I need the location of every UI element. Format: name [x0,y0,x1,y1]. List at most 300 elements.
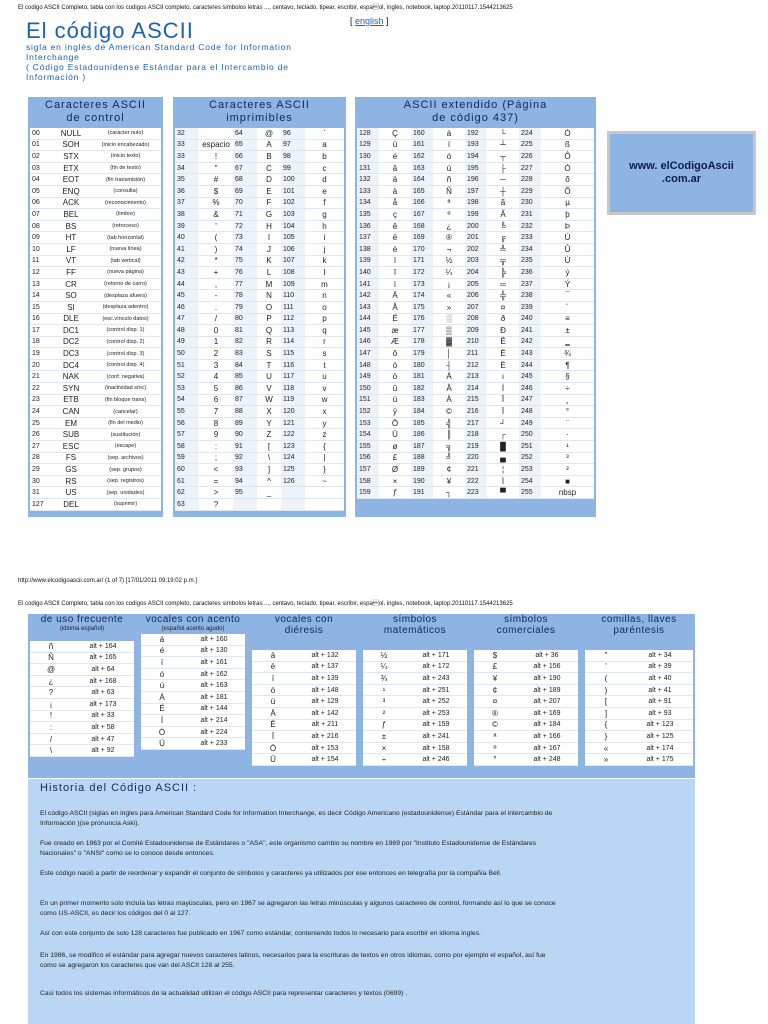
table-cell: Ï [252,731,294,743]
table-cell: ` [305,128,344,139]
table-cell: 153 [357,417,379,429]
table-cell: 24 [30,406,52,418]
table-cell: 253 [519,464,541,476]
table-cell: 176 [411,313,433,325]
table-cell: 7 [199,406,233,418]
table-cell: z [305,429,344,441]
table-cell: HT [52,232,90,244]
table-cell: 45 [175,290,199,302]
table-cell: è [379,243,411,255]
table-cell: 62 [175,487,199,499]
table-row [175,220,344,232]
history-paragraph: Este código nació a partir de reordenar y expandir el conjunto de símbolos y caracteres ya utilizados por ese entonces en telegrafía por la compañía Bell. [40,870,502,877]
table-cell: 92 [233,452,257,464]
table-cell: 27 [30,441,52,453]
table-cell: ä [379,174,411,186]
table-cell: CR [52,278,90,290]
table-cell: 99 [281,162,305,174]
table-cell: 136 [357,220,379,232]
table-row [357,209,594,221]
table-row [363,754,467,766]
table-row [357,128,594,139]
table-cell: ┬ [487,151,519,163]
table-row [252,742,356,754]
table-cell: m [305,278,344,290]
table-row [357,487,594,499]
table-cell: 200 [465,220,487,232]
table-cell: 80 [233,313,257,325]
table-cell: / [199,313,233,325]
table-cell: 23 [30,394,52,406]
table-cell: 178 [411,336,433,348]
table-cell: 125 [281,464,305,476]
table-cell: 141 [357,278,379,290]
table-cell: Â [433,383,465,395]
table-cell: 01 [30,139,52,151]
quotes-heading: comillas, llaves paréntesis [601,614,677,636]
table-cell: ─ [487,174,519,186]
table-cell: O [257,301,281,313]
table-cell: X [257,406,281,418]
table-cell: ´ [541,301,594,313]
table-cell: ? [30,687,72,699]
table-cell: 49 [175,336,199,348]
table-cell: 76 [233,267,257,279]
table-cell: 79 [233,301,257,313]
table-cell: 250 [519,429,541,441]
table-cell: ½ [433,255,465,267]
table-cell: 61 [175,475,199,487]
table-row [357,371,594,383]
table-cell: 35 [175,174,199,186]
table-cell: 157 [357,464,379,476]
table-row [30,348,161,360]
printable-heading: Caracteres ASCII imprimibles [209,99,310,124]
table-cell: 135 [357,209,379,221]
table-cell: 150 [357,383,379,395]
table-cell: 201 [465,232,487,244]
table-cell: alt + 252 [405,696,467,708]
table-cell: 9 [199,429,233,441]
accent-col [141,614,245,750]
table-row [175,267,344,279]
table-cell: 212 [465,359,487,371]
table-row [357,243,594,255]
table-cell: (fin del medio) [90,417,161,429]
table-row [30,185,161,197]
table-cell: ║ [433,429,465,441]
table-cell: 133 [357,185,379,197]
table-cell: 177 [411,325,433,337]
table-cell: (control disp. 2) [90,336,161,348]
table-cell: 232 [519,220,541,232]
table-cell: 115 [281,348,305,360]
table-cell: n [305,290,344,302]
table-row [30,371,161,383]
table-cell: 8 [199,417,233,429]
table-cell: 229 [519,185,541,197]
table-cell: 37 [175,197,199,209]
table-cell: 220 [465,452,487,464]
table-cell: 190 [411,475,433,487]
table-cell: 90 [233,429,257,441]
history-paragraph: Así con este conjunto de solo 128 caracteres fue publicado en 1967 como estándar, conteniendo todos lo necesario para escribir en idioma ingles. [40,930,481,937]
table-cell: / [30,733,72,745]
table-cell: § [541,371,594,383]
table-cell: 56 [175,417,199,429]
table-cell: U [257,371,281,383]
table-row [363,731,467,743]
table-cell: ç [379,209,411,221]
table-cell: Ë [487,348,519,360]
table-cell: ý [541,267,594,279]
table-cell: Ë [252,719,294,731]
table-cell: 71 [233,209,257,221]
table-cell: u [305,371,344,383]
table-row [30,475,161,487]
table-cell: alt + 39 [627,661,693,673]
table-cell: alt + 174 [627,742,693,754]
table-cell: 31 [30,487,52,499]
table-cell: l [305,267,344,279]
table-cell: alt + 164 [72,641,134,652]
table-cell: Ü [379,429,411,441]
table-cell: 14 [30,290,52,302]
table-cell: 199 [465,209,487,221]
table-cell: ¸ [541,394,594,406]
table-cell: alt + 64 [72,664,134,676]
table-cell: alt + 167 [516,742,578,754]
table-cell: ú [141,680,183,692]
table-cell: 123 [281,441,305,453]
table-row [30,220,161,232]
table-row [252,731,356,743]
table-row [585,731,693,743]
table-row [357,162,594,174]
table-cell: alt + 172 [405,661,467,673]
table-cell: (control disp. 4) [90,359,161,371]
table-cell: 114 [281,336,305,348]
table-cell: ≡ [541,313,594,325]
table-cell: RS [52,475,90,487]
table-row [30,278,161,290]
table-cell: DC1 [52,325,90,337]
table-cell: 158 [357,475,379,487]
table-cell: alt + 47 [72,733,134,745]
table-row [30,267,161,279]
table-cell: DEL [52,499,90,511]
table-cell: ÷ [541,383,594,395]
table-cell: 15 [30,301,52,313]
history-paragraph: El código ASCII (siglas en ingles para American Standard Code for Information Interchange, es decir Código Americano (estadounidense) Estándar para el intercambio de Información )(se pronuncia Aski). [40,810,553,827]
table-row [175,278,344,290]
table-cell: ñ [30,641,72,652]
table-cell: 58 [175,441,199,453]
table-cell: ³ [541,452,594,464]
table-cell: 163 [411,162,433,174]
table-cell: alt + 162 [183,668,245,680]
table-cell: 221 [465,464,487,476]
table-cell: (inactividad sínc) [90,383,161,395]
table-cell: 22 [30,383,52,395]
table-cell: 104 [281,220,305,232]
table-cell: (nueva página) [90,267,161,279]
table-cell: w [305,394,344,406]
ad-banner[interactable]: www. elCodigoAscii .com.ar [607,131,756,215]
table-row [30,441,161,453]
table-cell: 51 [175,359,199,371]
table-cell: ü [252,696,294,708]
table-cell: 86 [233,383,257,395]
table-cell: ? [199,499,233,511]
table-row [585,661,693,673]
table-cell: 218 [465,429,487,441]
table-row [30,232,161,244]
table-cell: espacio [199,139,233,151]
table-cell: Ø [379,464,411,476]
table-cell: 39 [175,220,199,232]
table-cell: ª [474,731,516,743]
table-row [30,243,161,255]
table-cell: alt + 175 [627,754,693,766]
footer-url: http://www.elcodigoascii.com.ar/ (1 of 7) [17/01/2011 09:19:02 p.m.] [18,578,197,584]
table-cell: £ [379,452,411,464]
table-cell: 67 [233,162,257,174]
table-cell: ƒ [363,719,405,731]
table-row [30,359,161,371]
table-cell: STX [52,151,90,163]
table-cell: Ô [541,151,594,163]
table-cell: BEL [52,209,90,221]
table-cell: 3 [199,359,233,371]
table-cell: 66 [233,151,257,163]
table-cell: Ä [379,290,411,302]
table-cell: æ [379,325,411,337]
table-cell: alt + 181 [183,691,245,703]
table-cell: (fin bloque trans) [90,394,161,406]
table-cell: 116 [281,359,305,371]
table-row [357,394,594,406]
table-cell: alt + 160 [183,634,245,645]
table-cell: ± [363,731,405,743]
table-cell: DC3 [52,348,90,360]
table-row [585,650,693,661]
table-cell: 128 [357,128,379,139]
table-cell: ¼ [363,661,405,673]
table-cell: À [433,394,465,406]
table-row [30,641,134,652]
table-cell: 235 [519,255,541,267]
table-cell: (conf. negativa) [90,371,161,383]
table-cell: ù [379,394,411,406]
table-cell: ë [252,661,294,673]
table-cell: alt + 139 [294,673,356,685]
table-cell: 17 [30,325,52,337]
table-cell: ╬ [487,290,519,302]
table-cell: 222 [465,475,487,487]
table-cell: alt + 125 [627,731,693,743]
subtitle-es: ( Código Estadounidense Estándar para el Intercambio de Información ) [26,62,289,82]
table-cell: V [257,383,281,395]
table-cell: (cancelar) [90,406,161,418]
table-cell: Ò [541,162,594,174]
table-cell: º [433,209,465,221]
table-row [175,475,344,487]
table-cell: 173 [411,278,433,290]
table-cell: ~ [305,475,344,487]
table-cell: 197 [465,185,487,197]
table-cell: % [199,197,233,209]
table-cell: 215 [465,394,487,406]
table-cell: 0 [199,325,233,337]
table-row [357,255,594,267]
table-cell: ╝ [433,452,465,464]
table-cell: ä [252,650,294,661]
table-cell: 168 [411,220,433,232]
table-cell: $ [474,650,516,661]
table-cell: alt + 137 [294,661,356,673]
history-heading: Historia del Código ASCII : [40,782,198,794]
table-cell: « [433,290,465,302]
table-cell: " [585,650,627,661]
table-cell: (reconocimiento) [90,197,161,209]
table-cell: ï [252,673,294,685]
table-cell: 4 [199,371,233,383]
table-cell: i [305,232,344,244]
table-cell: SUB [52,429,90,441]
table-cell: BS [52,220,90,232]
table-cell: 183 [411,394,433,406]
table-cell: D [257,174,281,186]
table-row [357,359,594,371]
table-cell: 16 [30,313,52,325]
table-cell: $ [199,185,233,197]
table-cell: · [541,429,594,441]
table-row [175,243,344,255]
table-cell: 13 [30,278,52,290]
table-cell: 129 [357,139,379,151]
table-row [252,707,356,719]
table-row [175,336,344,348]
table-cell: & [199,209,233,221]
table-cell: Ü [252,754,294,766]
table-cell: ACK [52,197,90,209]
table-cell: 202 [465,243,487,255]
table-cell [233,499,257,511]
table-cell: ¯ [541,290,594,302]
table-cell: 30 [30,475,52,487]
table-cell: alt + 171 [405,650,467,661]
table-cell: × [363,742,405,754]
table-cell: 239 [519,301,541,313]
table-row [30,452,161,464]
table-cell: 137 [357,232,379,244]
table-cell: 237 [519,278,541,290]
table-cell: 119 [281,394,305,406]
table-cell: 110 [281,290,305,302]
table-cell: 186 [411,429,433,441]
table-row [474,707,578,719]
table-cell: ñ [433,174,465,186]
table-cell: f [305,197,344,209]
table-row [175,185,344,197]
table-cell: Ú [541,232,594,244]
table-cell: (fin transmisión) [90,174,161,186]
table-row [474,754,578,766]
table-cell: alt + 158 [405,742,467,754]
table-cell: ¾ [541,348,594,360]
table-row [30,429,161,441]
table-cell: 184 [411,406,433,418]
table-cell: d [305,174,344,186]
table-cell: 50 [175,348,199,360]
table-cell: 204 [465,267,487,279]
table-cell: 207 [465,301,487,313]
table-row [30,151,161,163]
table-cell: 65 [233,139,257,151]
table-cell: 244 [519,359,541,371]
table-cell: ] [257,464,281,476]
table-cell: 121 [281,417,305,429]
table-cell: 10 [30,243,52,255]
table-cell: 245 [519,371,541,383]
table-cell: 251 [519,441,541,453]
table-cell: õ [541,174,594,186]
control-table [30,128,161,511]
table-cell: (sustitución) [90,429,161,441]
table-cell: ┐ [433,487,465,499]
table-cell: (sep. unidades) [90,487,161,499]
table-cell: FF [52,267,90,279]
table-cell [305,499,344,511]
table-cell: x [305,406,344,418]
table-cell: 117 [281,371,305,383]
table-cell: } [305,464,344,476]
table-cell: ┌ [487,429,519,441]
table-cell: 89 [233,417,257,429]
table-row [252,673,356,685]
table-cell: 5 [199,383,233,395]
page-header: El codigo ASCII Completo, tabla con los codigos ASCII completo, caracteres simbolos letras ..., centavo, teclado, tipear, escribir, espaol, ingles, notebook, laptop.20110117.1544213625 [18,5,513,11]
table-row [474,731,578,743]
table-cell: 175 [411,301,433,313]
table-cell: alt + 253 [405,707,467,719]
quotes-col [585,614,693,766]
table-cell: alt + 63 [72,687,134,699]
table-row [30,745,134,757]
table-cell: alt + 40 [627,673,693,685]
table-cell: # [199,174,233,186]
table-cell: á [433,128,465,139]
table-row [357,441,594,453]
table-cell: alt + 92 [72,745,134,757]
table-cell: T [257,359,281,371]
table-cell: ═ [487,278,519,290]
table-row [141,645,245,657]
table-cell: » [585,754,627,766]
extended-heading: ASCII extendido (Página de código 437) [403,99,548,124]
table-cell: 04 [30,174,52,186]
table-cell: 243 [519,348,541,360]
table-row [357,313,594,325]
table-cell: , [199,278,233,290]
table-cell: ¬ [433,243,465,255]
english-link[interactable]: english [355,16,384,26]
table-cell: (control disp. 1) [90,325,161,337]
dieresis-table [252,650,356,766]
table-cell: ë [379,232,411,244]
table-row [175,162,344,174]
